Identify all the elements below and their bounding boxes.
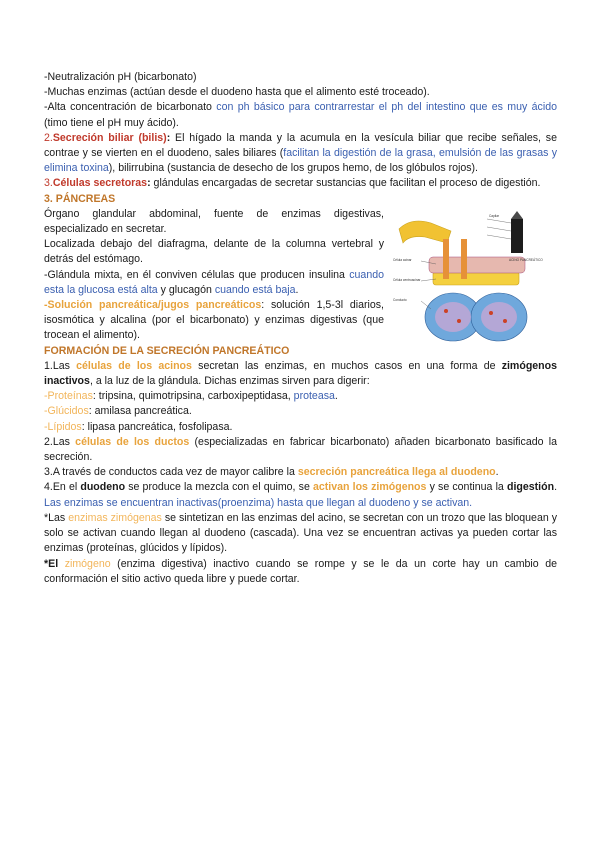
step1-a: 1.Las: [44, 359, 77, 372]
step2-a: 2.Las: [44, 435, 76, 448]
intro-line-2: -Muchas enzimas (actúan desde el duodeno hasta que el alimento esté troceado).: [44, 86, 430, 99]
mixed-e: .: [295, 283, 299, 296]
note2-b: zimógeno: [64, 557, 111, 570]
lipids-line: [44, 420, 557, 435]
figure-label-4: Capilar: [489, 213, 500, 218]
cells-number: 3.: [44, 177, 53, 190]
alkaline-text-c: (timo tiene el pH muy ácido).: [44, 116, 179, 129]
step-1: [44, 359, 557, 389]
step-4: [44, 480, 557, 510]
bile-number: 2.: [44, 131, 53, 144]
step4-h: Las enzimas se encuentran inactivas(proenzima) hasta que llegan al duodeno y se activan.: [44, 496, 473, 509]
mixed-d: cuando está baja: [214, 283, 296, 296]
step2-c: (especializadas en fabricar bicarbonato) añaden bicarbonato basificado la secreción.: [44, 435, 557, 464]
note-2: [44, 557, 557, 587]
bile-title: Secreción biliar (bilis): [52, 131, 167, 144]
alkaline-text-b: con ph básico para contrarrestar el ph del intestino que es muy ácido: [216, 101, 557, 114]
note2-c: (enzima digestiva) inactivo cuando se rompe y se le da un corte hay un cambio de conformación el sitio activo queda libre y puede cortar.: [44, 557, 557, 585]
step1-b: células de los acinos: [76, 359, 192, 372]
bile-text-2: ), bilirrubina (sustancia de desecho de los grupos hemo, de los glóbulos rojos).: [108, 162, 479, 175]
bile-colon: :: [166, 131, 171, 144]
step3-c: .: [495, 466, 499, 479]
step4-d: activan los zimógenos: [312, 481, 427, 494]
lipids-text: : lipasa pancreática, fosfolipasa.: [81, 420, 233, 433]
pancreatic-acinus-illustration: [391, 209, 559, 349]
figure-label-1: Célula acinar: [393, 257, 412, 262]
solution-line: [44, 298, 384, 344]
proteins-line: [44, 389, 557, 404]
bile-text-1: El hígado la manda y la acumula en la vesícula biliar que recibe señales, se contrae y se vierten en el duodeno, sales biliares (: [44, 131, 557, 160]
glucids-line: [44, 404, 557, 419]
pancreas-line-1: Órgano glandular abdominal, fuente de enzimas digestivas, especializado en secretar.: [44, 207, 384, 236]
bile-text-blue: facilitan la digestión de la grasa, emulsión de las grasas y elimina toxina: [44, 147, 557, 175]
cells-title: Células secretoras: [52, 177, 148, 190]
step2-b: células de los ductos: [75, 435, 190, 448]
step3-a: 3.A través de conductos cada vez de mayor calibre la: [44, 466, 298, 479]
mixed-a: -Glándula mixta, en él conviven células que producen insulina: [44, 268, 350, 281]
mixed-c: y glucagón: [157, 283, 215, 296]
proteins-blue: proteasa: [293, 390, 335, 403]
cells-text: glándulas encargadas de secretar sustancias que facilitan el proceso de digestión.: [150, 177, 541, 190]
step1-d: zimógenos inactivos: [44, 359, 558, 388]
proteins-text: : tripsina, quimotripsina, carboxipeptidasa,: [92, 390, 294, 403]
step3-b: secreción pancreática llega al duodeno: [297, 466, 496, 479]
figure-label-2: Célula centroacinar: [393, 277, 421, 282]
solution-text: : solución 1,5-3l diarios, isosmótica y alcalina (por el bicarbonato) y enzimas digestivas (que trocean el alimento).: [44, 299, 384, 342]
glucids-label: -Glúcidos: [44, 405, 89, 418]
step4-c: se produce la mezcla con el quimo, se: [125, 481, 313, 494]
solution-title: -Solución pancreática/jugos pancreáticos: [44, 299, 262, 312]
mixed-b: cuando esta la glucosa está alta: [44, 268, 384, 296]
document-page: [44, 70, 557, 587]
pancreas-heading: 3. PÁNCREAS: [44, 192, 116, 205]
step4-a: 4.En el: [44, 481, 81, 494]
cells-paragraph: [44, 176, 557, 191]
step4-g: .: [554, 481, 558, 494]
proteins-end: .: [334, 390, 338, 403]
bile-paragraph: [44, 131, 557, 177]
intro-line-1: -Neutralización pH (bicarbonato): [44, 71, 197, 83]
step4-e: y se continua la: [426, 481, 507, 494]
mixed-gland-line: [44, 268, 384, 298]
glucids-text: : amilasa pancreática.: [88, 405, 192, 418]
step-3: [44, 465, 557, 480]
note1-a: *Las: [44, 511, 69, 524]
note2-a: *El: [44, 557, 65, 570]
note1-c: se sintetizan en las enzimas del acino, se secretan con un trozo que las bloquean y solo se activan cuando llegan al duodeno (cascada). Una vez se encuentran activas ya pueden cortar las enzimas (proteínas, glúcidos y lípidos).: [44, 511, 558, 555]
pancreas-line-2: Localizada debajo del diafragma, delante de la columna vertebral y detrás del estómago.: [44, 238, 384, 266]
step1-c: secretan las enzimas, en muchos casos en una forma de: [191, 359, 502, 372]
step1-e: , a la luz de la glándula. Dichas enzimas sirven para digerir:: [89, 375, 370, 388]
step4-b: duodeno: [80, 481, 126, 494]
cells-colon: :: [147, 177, 151, 190]
lipids-label: -Lípidos: [44, 420, 82, 433]
figure-caption: ACINO PANCREÁTICO: [509, 257, 543, 262]
note-1: [44, 511, 557, 557]
pancreas-section: [44, 207, 557, 344]
note1-b: enzimas zimógenas: [68, 511, 162, 524]
figure-label-3: Conducto: [393, 297, 407, 302]
alkaline-line: [44, 100, 557, 130]
alkaline-text-a: -Alta concentración de bicarbonato: [44, 101, 217, 114]
formation-heading: FORMACIÓN DE LA SECRECIÓN PANCREÁTICO: [44, 344, 290, 357]
step-2: [44, 435, 557, 465]
proteins-label: -Proteínas: [44, 390, 93, 403]
step4-f: digestión: [506, 481, 555, 494]
